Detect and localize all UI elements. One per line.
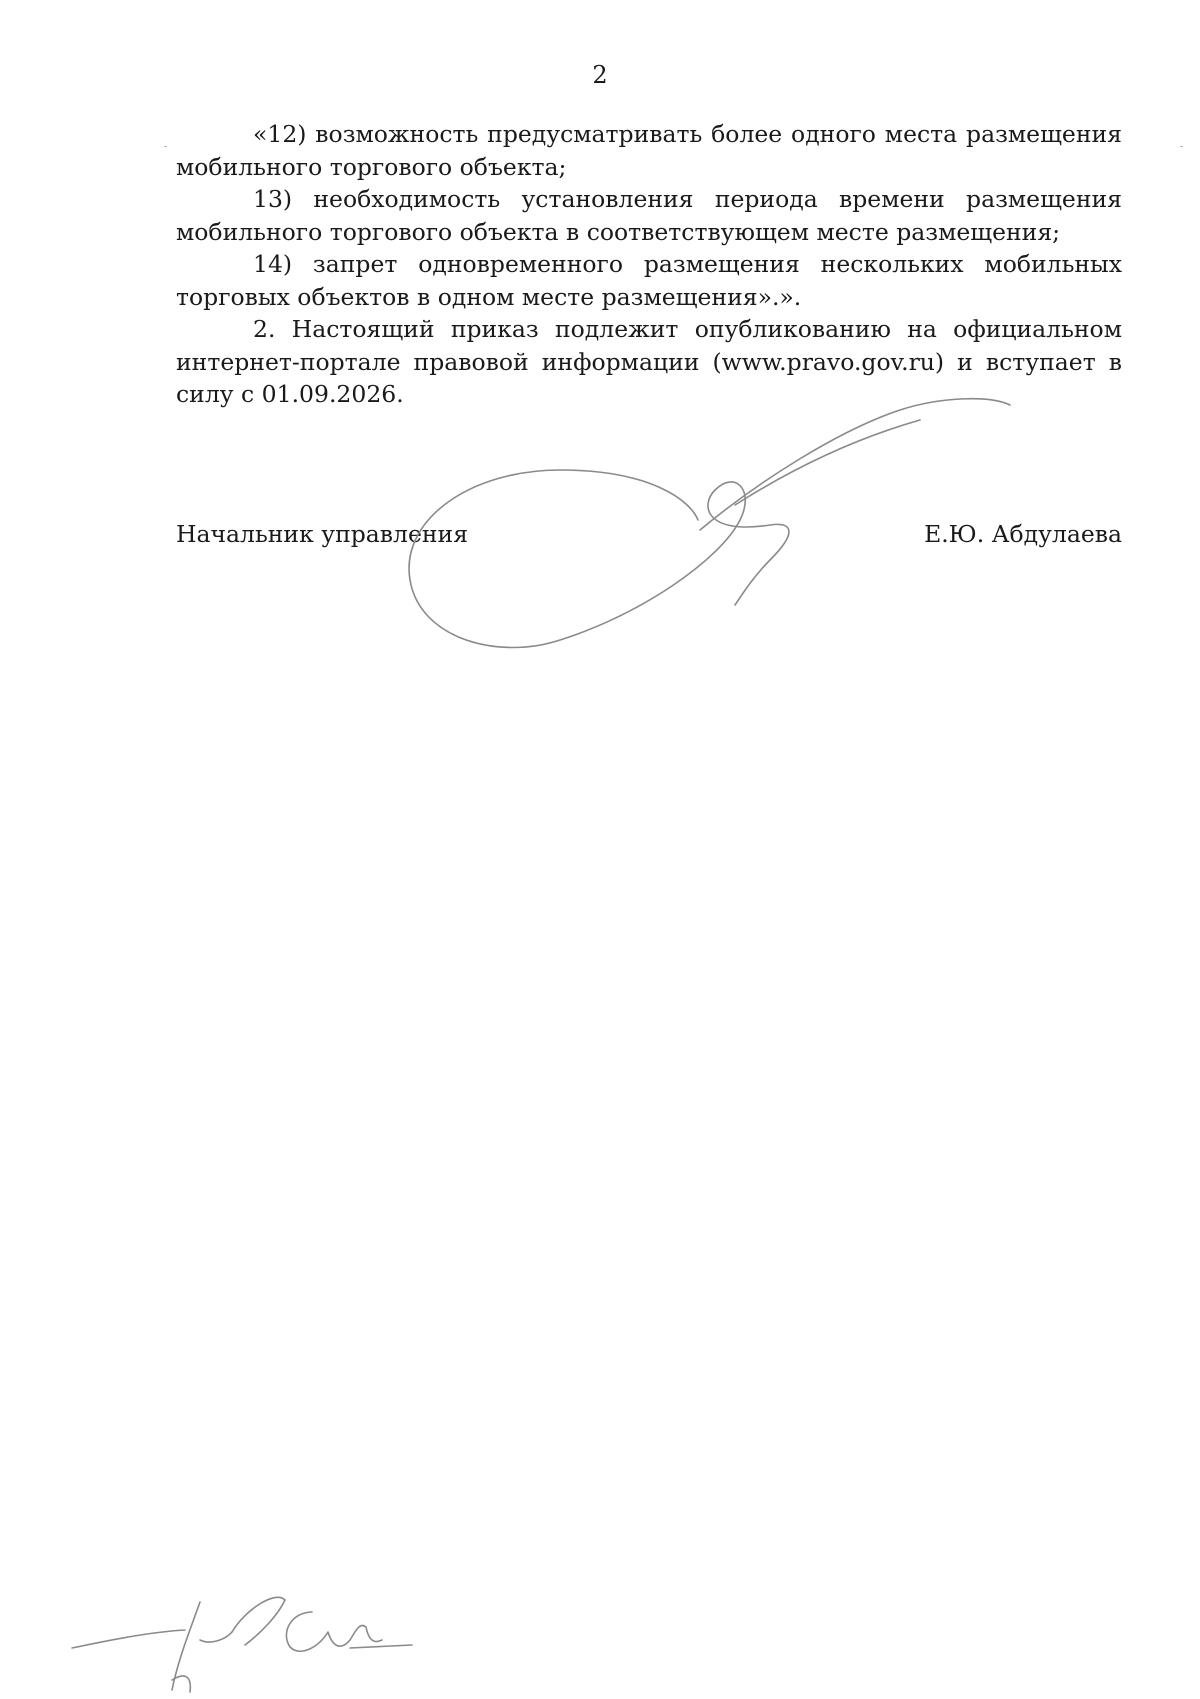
scan-speck <box>164 146 167 147</box>
signature-loop-stroke <box>409 470 789 648</box>
document-body <box>176 118 1122 411</box>
initials-stroke-2 <box>172 1602 200 1692</box>
initials-stroke-4 <box>232 1597 285 1645</box>
paragraph-item-12: «12) возможность предусматривать более одного места размещения мобильного торгового объекта; <box>176 120 1122 181</box>
paragraph-item-13: 13) необходимость установления периода времени размещения мобильного торгового объекта в соответствующем месте размещения; <box>176 185 1122 246</box>
initials-stroke-1 <box>72 1630 185 1648</box>
paragraph-item-14: 14) запрет одновременного размещения нескольких мобильных торговых объектов в одном месте размещения».». <box>176 250 1122 311</box>
scan-speck <box>1180 146 1183 147</box>
signature-inner-stroke <box>735 420 920 505</box>
page-number: 2 <box>592 61 608 89</box>
initials-stroke-5 <box>286 1612 412 1651</box>
paragraph-clause-2: 2. Настоящий приказ подлежит опубликованию на официальном интернет-портале правовой информации (www.pravo.gov.ru) и вступает в силу с 01.09.2026. <box>176 315 1122 408</box>
signatory-title: Начальник управления <box>176 520 469 548</box>
signature-long-stroke <box>700 399 1010 530</box>
signatory-name: Е.Ю. Абдулаева <box>924 520 1122 548</box>
initials-stroke-3 <box>200 1632 232 1642</box>
